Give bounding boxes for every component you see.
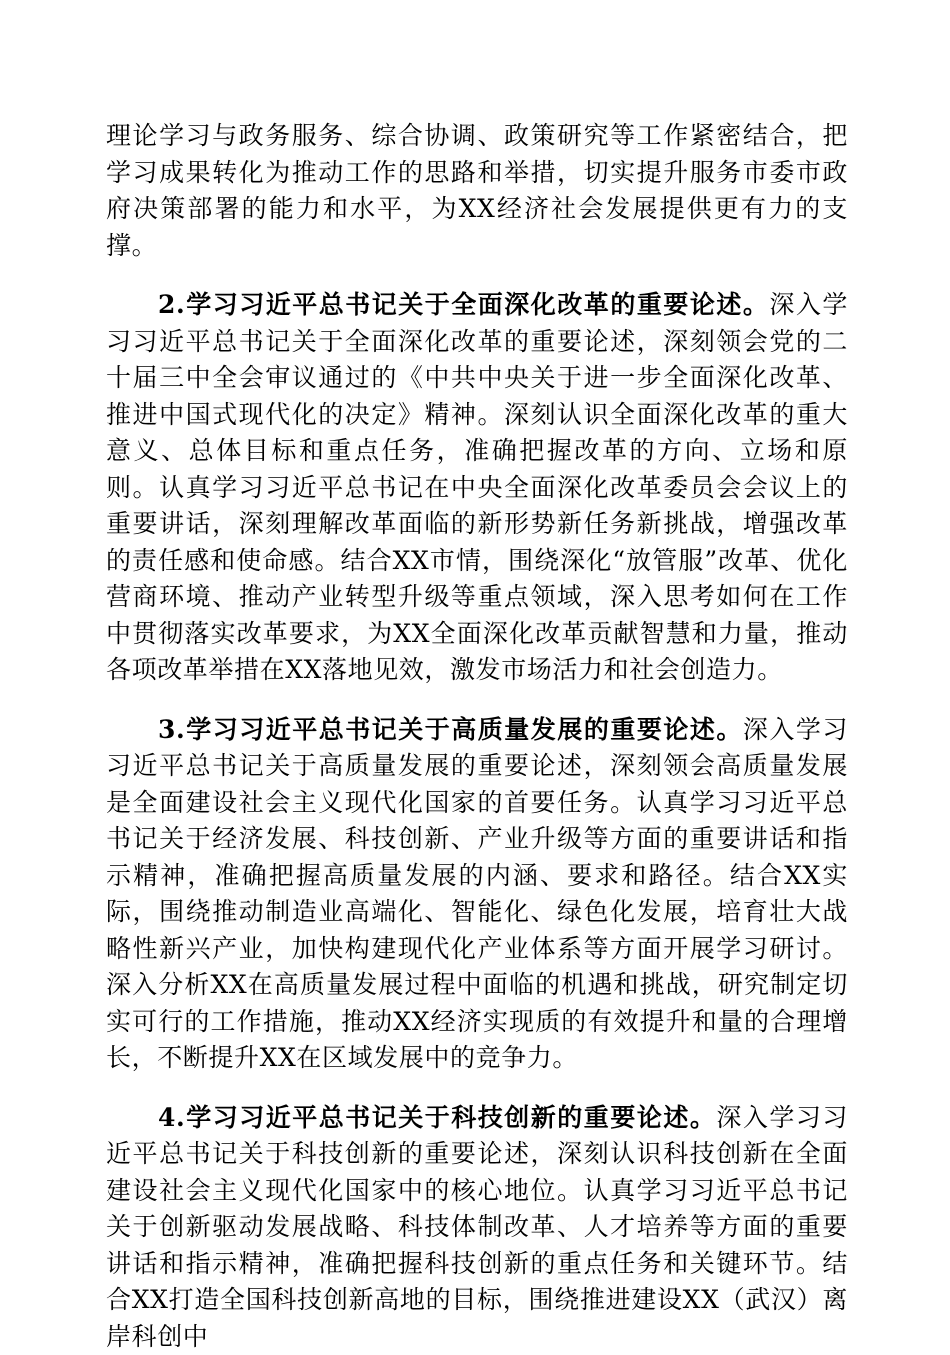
paragraph-reform bbox=[106, 287, 848, 689]
paragraph-body: 深入学习习近平总书记关于高质量发展的重要论述，深刻领会高质量发展是全面建设社会主义现代化国家的首要任务。认真学习习近平总书记关于经济发展、科技创新、产业升级等方面的重要讲话和指示精神，准确把握高质量发展的内涵、要求和路径。结合XX实际，围绕推动制造业高端化、智能化、绿色化发展，培育壮大战略性新兴产业，加快构建现代化产业体系等方面开展学习研讨。深入分析XX在高质量发展过程中面临的机遇和挑战，研究制定切实可行的工作措施，推动XX经济实现质的有效提升和量的合理增长，不断提升XX在区域发展中的竞争力。 bbox=[106, 715, 848, 1073]
paragraph-tech-innovation bbox=[106, 1100, 848, 1355]
paragraph-body: 深入学习习近平总书记关于科技创新的重要论述，深刻认识科技创新在全面建设社会主义现代化国家中的核心地位。认真学习习近平总书记关于创新驱动发展战略、科技体制改革、人才培养等方面的重要讲话和指示精神，准确把握科技创新的重点任务和关键环节。结合XX打造全国科技创新高地的目标，围绕推进建设XX（武汉）离岸科创中 bbox=[106, 1103, 848, 1351]
paragraph-heading: 4.学习习近平总书记关于科技创新的重要论述。 bbox=[158, 1103, 716, 1132]
paragraph-heading: 2.学习习近平总书记关于全面深化改革的重要论述。 bbox=[158, 290, 769, 319]
paragraph-high-quality-development bbox=[106, 712, 848, 1077]
paragraph-body: 深入学习习近平总书记关于全面深化改革的重要论述，深刻领会党的二十届三中全会审议通过的《中共中央关于进一步全面深化改革、推进中国式现代化的决定》精神。深刻认识全面深化改革的重大意义、总体目标和重点任务，准确把握改革的方向、立场和原则。认真学习习近平总书记在中央全面深化改革委员会会议上的重要讲话，深刻理解改革面临的新形势新任务新挑战，增强改革的责任感和使命感。结合XX市情，围绕深化“放管服”改革、优化营商环境、推动产业转型升级等重点领域，深入思考如何在工作中贯彻落实改革要求，为XX全面深化改革贡献智慧和力量，推动各项改革举措在XX落地见效，激发市场活力和社会创造力。 bbox=[106, 290, 848, 684]
paragraph-continuation bbox=[106, 118, 848, 264]
paragraph-heading: 3.学习习近平总书记关于高质量发展的重要论述。 bbox=[158, 715, 743, 744]
paragraph-body: 理论学习与政务服务、综合协调、政策研究等工作紧密结合，把学习成果转化为推动工作的思路和举措，切实提升服务市委市政府决策部署的能力和水平，为XX经济社会发展提供更有力的支撑。 bbox=[106, 121, 848, 260]
document-page bbox=[106, 118, 848, 1355]
